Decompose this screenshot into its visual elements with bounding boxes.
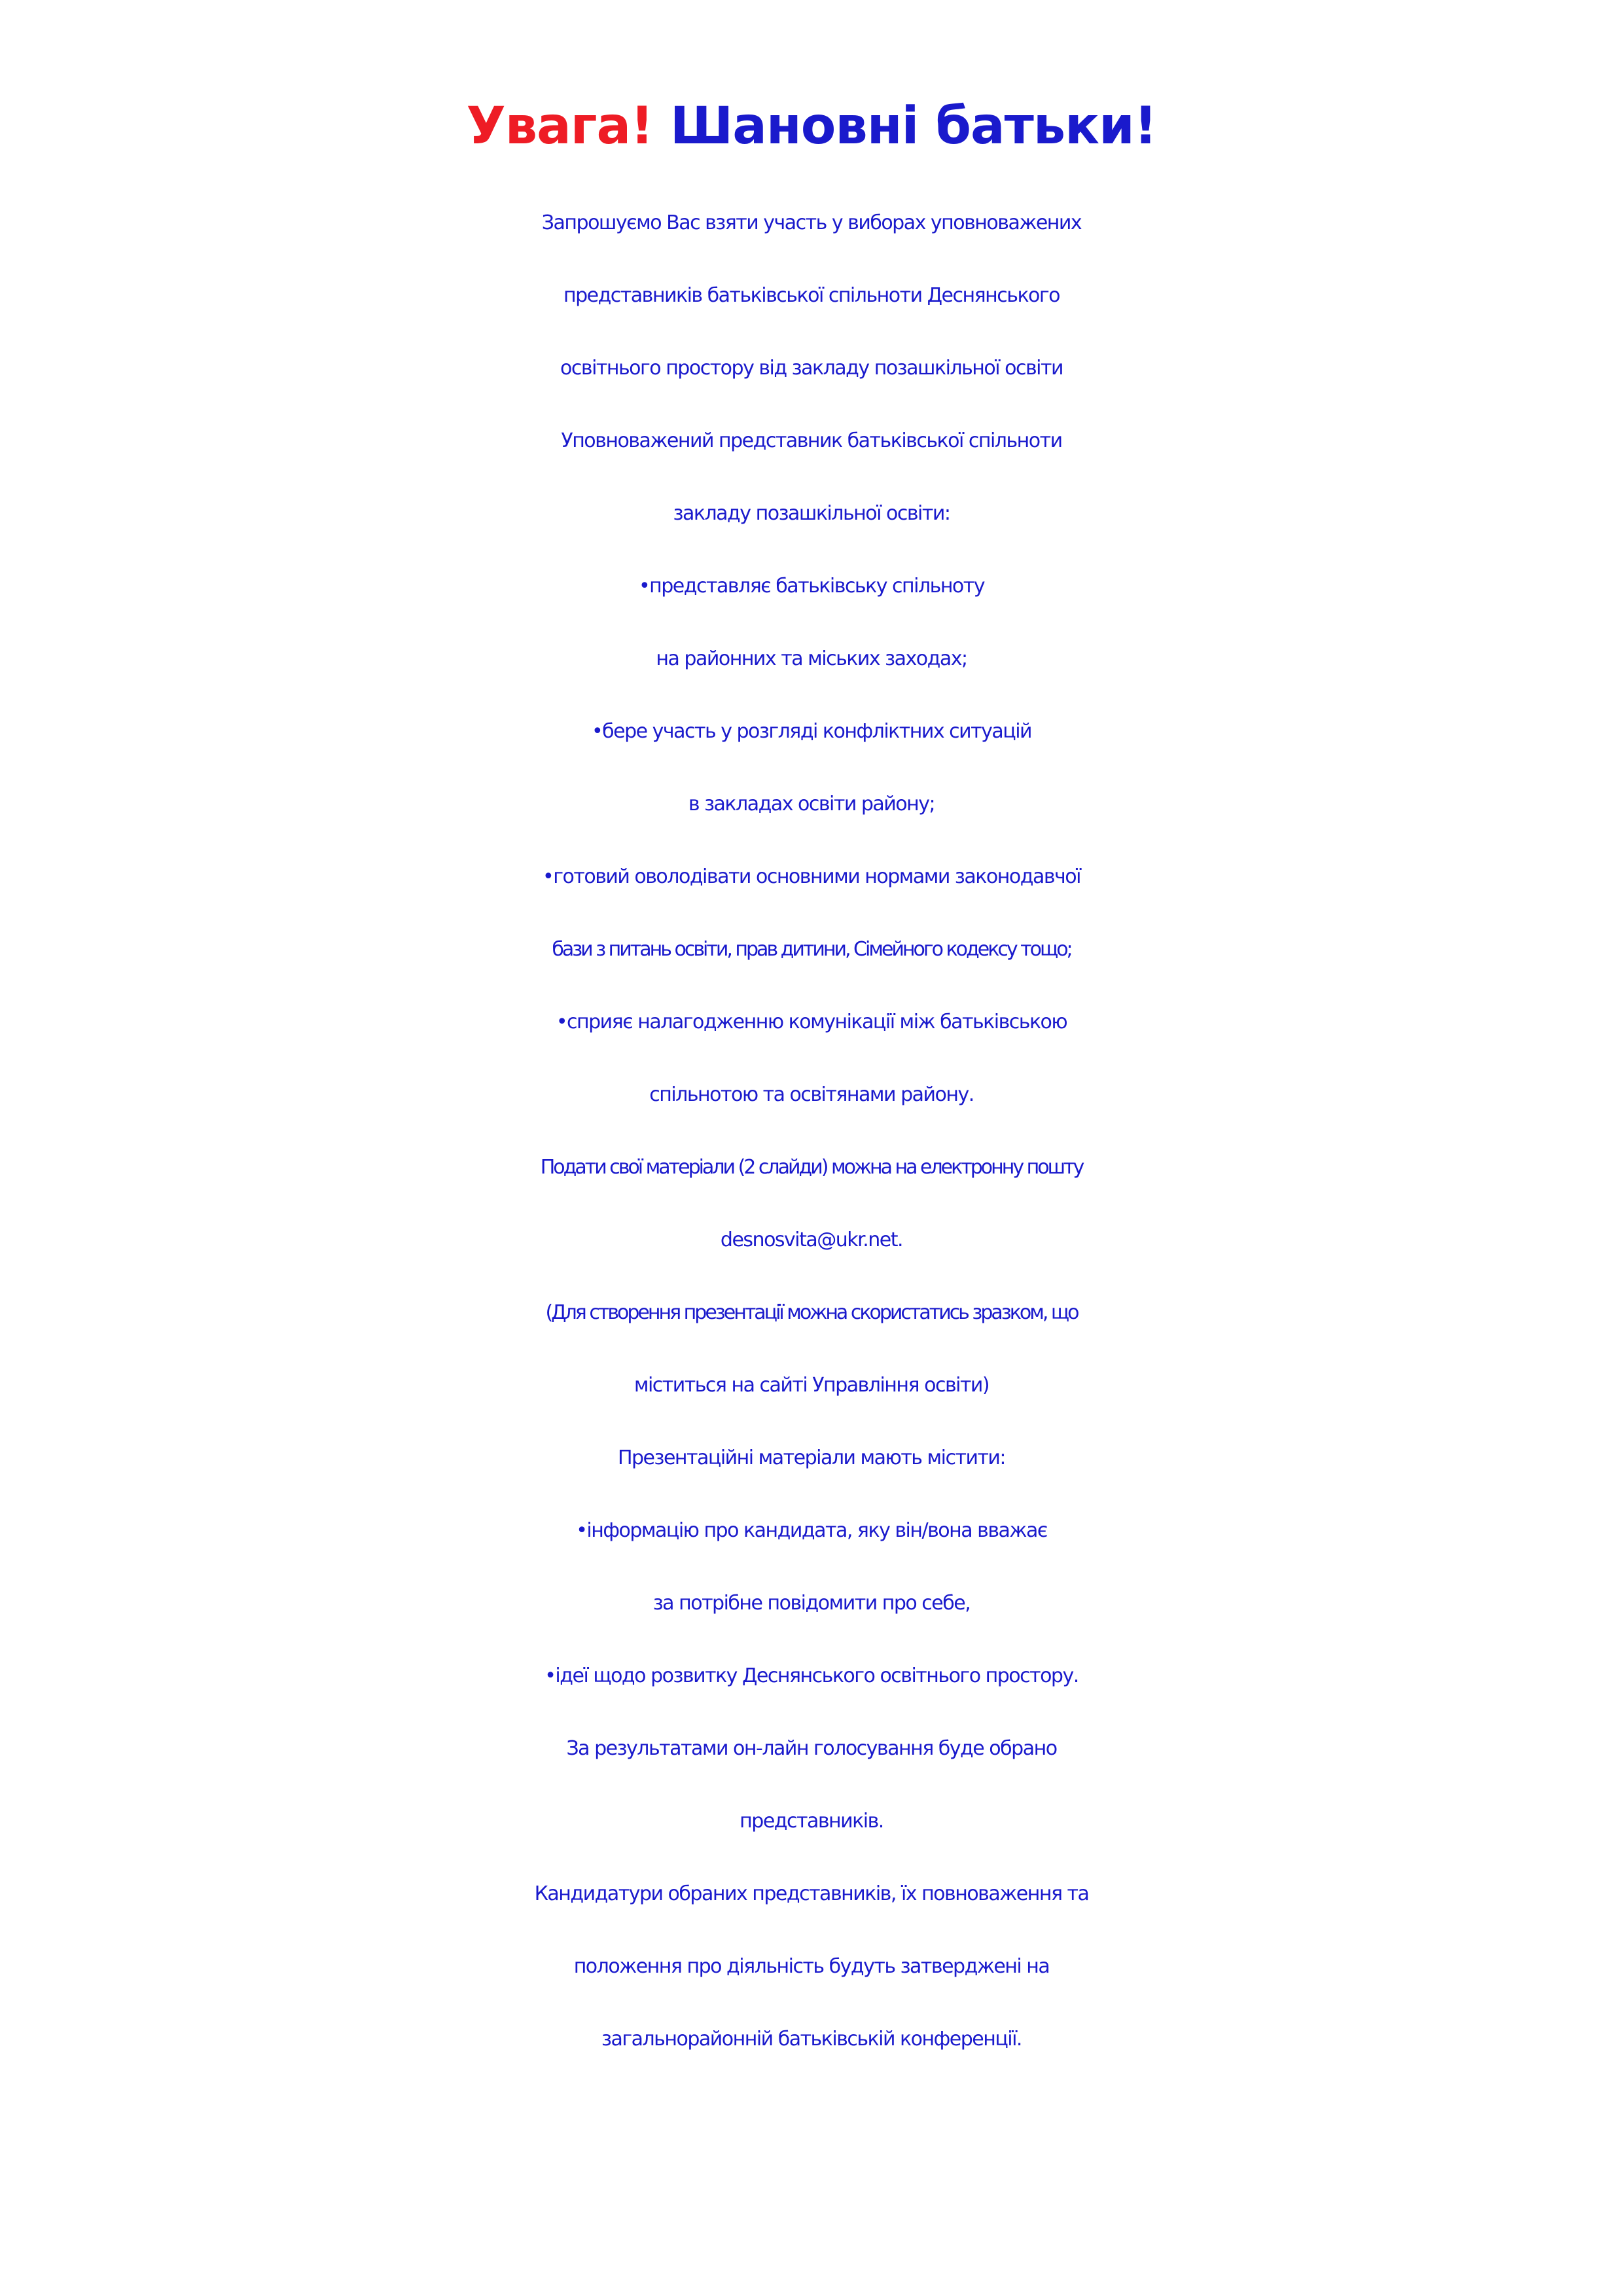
body-line: Презентаційні матеріали мають містити: [617,1446,1006,1469]
body-line: в закладах освіти району; [688,793,935,816]
bullet-line: •бере участь у розгляді конфліктних ситуацій [591,720,1032,743]
body-line: загальнорайонній батьківській конференції. [601,2028,1022,2051]
body-line: Кандидатури обраних представників, їх повноваження та [534,1882,1089,1905]
body-line: закладу позашкільної освіти: [673,502,950,525]
bullet-line: •представляє батьківську спільноту [638,575,985,598]
body-line: за потрібне повідомити про себе, [652,1592,971,1615]
email-address: desnosvita@ukr.net. [720,1229,903,1251]
title-attention: Увага! [466,97,653,156]
body-line: освітнього простору від закладу позашкільної освіти [560,357,1063,380]
bullet-line: •інформацію про кандидата, яку він/вона вважає [576,1519,1047,1542]
body-line: на районних та міських заходах; [656,647,967,670]
body-line: Запрошуємо Вас взяти участь у виборах уповноважених [541,211,1082,234]
body-line: (Для створення презентації можна скористатись зразком, що [545,1301,1078,1324]
body-line: Уповноважений представник батьківської спільноти [561,429,1062,452]
bullet-line: •сприяє налагодженню комунікації між батьківською [556,1011,1067,1033]
body-line: За результатами он-лайн голосування буде обрано [566,1737,1057,1760]
page-title [0,77,1623,175]
body-line: Подати свої матеріали (2 слайди) можна на електронну пошту [540,1156,1083,1179]
body-line: бази з питань освіти, прав дитини, Сімейного кодексу тощо; [552,938,1071,961]
title-greeting: Шановні батьки! [669,97,1157,156]
body-line: положення про діяльність будуть затверджені на [573,1955,1050,1978]
body-line: представників батьківської спільноти Деснянського [563,284,1060,307]
body-line: міститься на сайті Управління освіти) [633,1374,990,1397]
body-line: спільнотою та освітянами району. [649,1083,974,1106]
announcement-body [0,187,1623,2075]
bullet-line: •готовий оволодівати основними нормами законодавчої [543,865,1080,888]
bullet-line: •ідеї щодо розвитку Деснянського освітнього простору. [544,1664,1079,1687]
body-line: представників. [740,1810,883,1833]
